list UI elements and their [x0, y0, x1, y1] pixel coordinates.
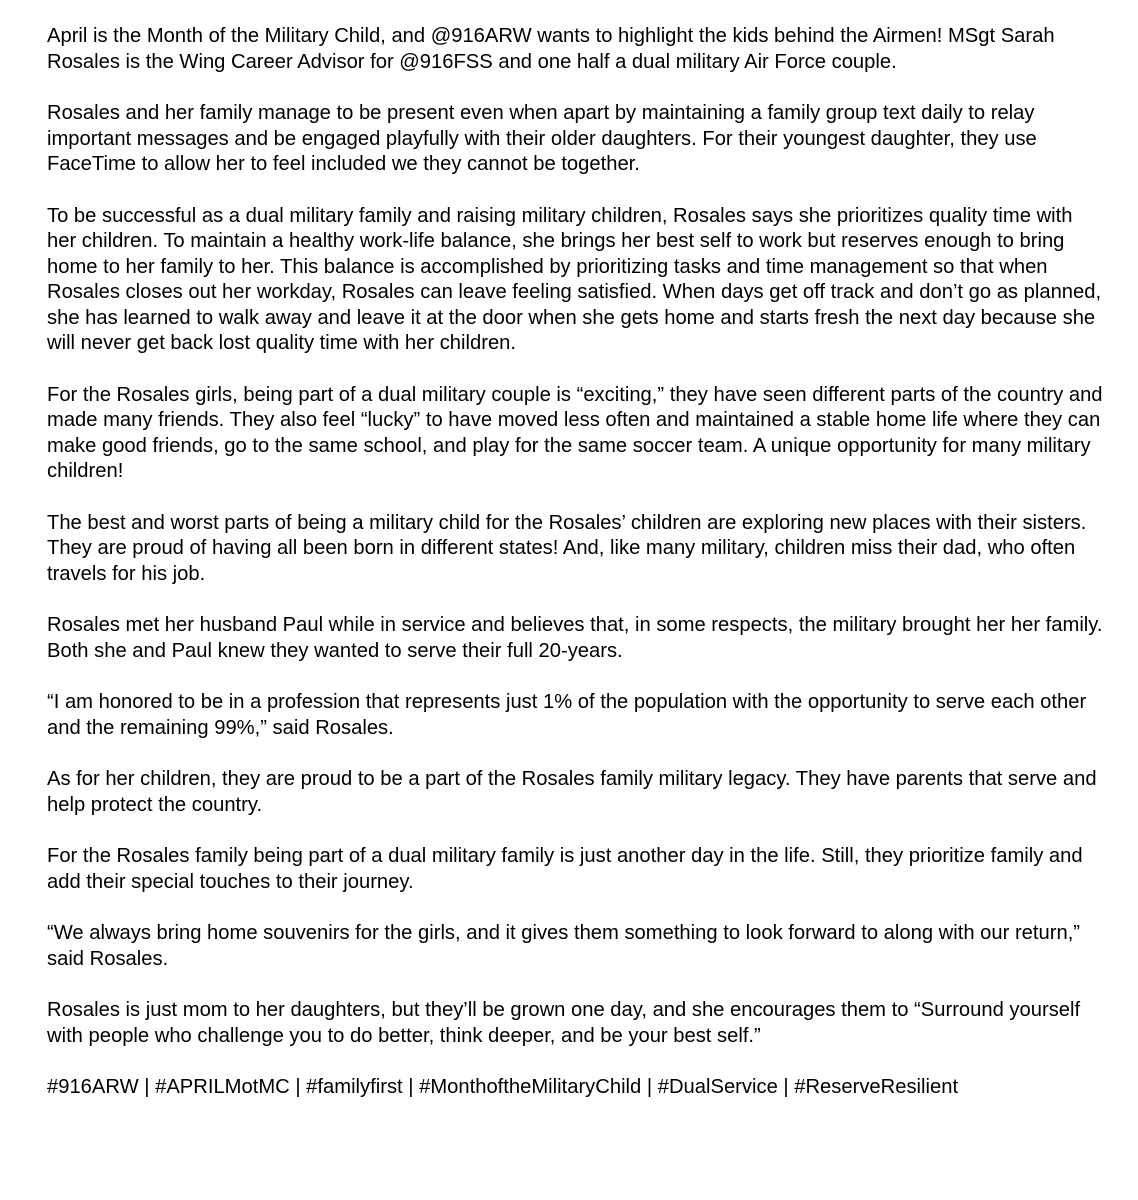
paragraph-just-mom: Rosales is just mom to her daughters, but they’ll be grown one day, and she encourages them to “Surround yourself with people who challenge you to do better, think deeper, and be your best self.”: [47, 999, 1081, 1047]
paragraph-quote-souvenirs: “We always bring home souvenirs for the girls, and it gives them something to look forward to along with our return,” said Rosales.: [47, 922, 1081, 970]
document-body: [47, 24, 1107, 1101]
paragraph-intro: April is the Month of the Military Child, and @916ARW wants to highlight the kids behind the Airmen! MSgt Sarah Rosales is the Wing Career Advisor for @916FSS and one half a dual military Air Force couple.: [47, 25, 1055, 73]
paragraph-work-life-balance: To be successful as a dual military family and raising military children, Rosales says she prioritizes quality time with her children. To maintain a healthy work-life balance, she brings her best self to work but reserves enough to bring home to her family to her. This balance is accomplished by prioritizing tasks and time management so that when Rosales closes out her workday, Rosales can leave feeling satisfied. When days get off track and don’t go as planned, she has learned to walk away and leave it at the door when she gets home and starts fresh the next day because she will never get back lost quality time with her children.: [47, 204, 1102, 354]
paragraph-children-legacy: As for her children, they are proud to be a part of the Rosales family military legacy. They have parents that serve and help protect the country.: [47, 768, 1097, 816]
paragraph-girls-perspective: For the Rosales girls, being part of a dual military couple is “exciting,” they have seen different parts of the country and made many friends. They also feel “lucky” to have moved less often and maintained a stable home life where they can make good friends, go to the same school, and play for the same soccer team. A unique opportunity for many military children!: [47, 383, 1103, 482]
hashtags: #916ARW | #APRILMotMC | #familyfirst | #MonthoftheMilitaryChild | #DualService | #ReserveResilient: [47, 1076, 959, 1098]
paragraph-another-day: For the Rosales family being part of a dual military family is just another day in the life. Still, they prioritize family and add their special touches to their journey.: [47, 845, 1083, 893]
paragraph-family-connection: Rosales and her family manage to be present even when apart by maintaining a family group text daily to relay important messages and be engaged playfully with their older daughters. For their youngest daughter, they use FaceTime to allow her to feel included we they cannot be together.: [47, 102, 1037, 175]
paragraph-best-worst-parts: The best and worst parts of being a military child for the Rosales’ children are exploring new places with their sisters. They are proud of having all been born in different states! And, like many military, children miss their dad, who often travels for his job.: [47, 511, 1087, 585]
paragraph-quote-honored: “I am honored to be in a profession that represents just 1% of the population with the opportunity to serve each other and the remaining 99%,” said Rosales.: [47, 691, 1087, 739]
paragraph-met-husband: Rosales met her husband Paul while in service and believes that, in some respects, the military brought her her family. Both she and Paul knew they wanted to serve their full 20-years.: [47, 614, 1103, 662]
